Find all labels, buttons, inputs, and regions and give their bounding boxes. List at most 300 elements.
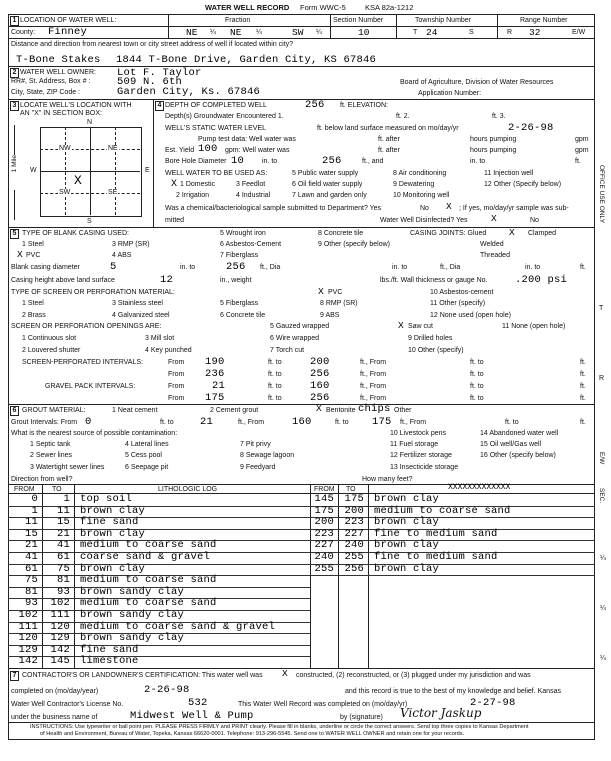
right-lithology-cell[interactable]: fine to medium sand [374, 551, 498, 563]
left-lithology-cell[interactable]: medium to coarse sand [80, 574, 217, 587]
gpi-to-label-b: ft. to [470, 383, 484, 390]
screen-9[interactable]: 9 ABS [320, 312, 340, 319]
log-to-header-2: TO [346, 486, 356, 493]
right-to-cell[interactable]: 223 [344, 516, 364, 529]
gpi-ft-from-2: ft., From [360, 395, 387, 402]
owner-city[interactable]: Garden City, Ks. 67846 [117, 86, 261, 98]
county-value[interactable]: Finney [48, 26, 88, 38]
section-number-4: 4 [155, 101, 164, 111]
contam-9[interactable]: 9 Feedyard [240, 464, 276, 471]
left-lithology-cell[interactable]: brown clay [80, 562, 146, 575]
section-number-6: 6 [10, 406, 19, 416]
grout-to-label: ft. to [160, 419, 174, 426]
certification-tail: constructed, (2) reconstructed, or (3) plugged under my jurisdiction and was [296, 672, 531, 679]
bore-ft2: ft. [575, 158, 581, 165]
nw-label: NW [59, 145, 71, 152]
quarter-symbol: ¼ [210, 29, 216, 36]
left-to-cell[interactable]: 41 [56, 539, 70, 552]
south-label: S [87, 218, 92, 225]
disinfected-yes-mark[interactable]: X [491, 213, 497, 224]
casing-1[interactable]: 1 Steel [22, 241, 44, 248]
opening-6[interactable]: 6 Wire wrapped [270, 335, 320, 342]
right-to-cell[interactable]: 227 [344, 527, 364, 540]
left-lithology-cell[interactable]: top soil [80, 493, 133, 505]
casing-type-label: TYPE OF BLANK CASING USED: [22, 230, 129, 237]
left-lithology-cell[interactable]: fine sand [80, 643, 139, 656]
right-to-cell[interactable]: 175 [344, 493, 364, 505]
opening-10[interactable]: 10 Other (specify) [408, 347, 464, 354]
west-label: W [30, 167, 37, 174]
use-3[interactable]: 3 Feedlot [236, 181, 266, 188]
pump-test-label: Pump test data: Well water was [198, 136, 296, 143]
grout-from-2[interactable]: 160 [292, 416, 312, 428]
left-lithology-cell[interactable]: brown clay [80, 504, 146, 517]
business-label: under the business name of [11, 714, 98, 721]
opening-3[interactable]: 3 Mill slot [145, 335, 175, 342]
chem-no-mark[interactable]: X [446, 201, 452, 212]
left-from-cell[interactable]: 61 [24, 562, 38, 575]
left-to-cell[interactable]: 11 [56, 504, 70, 517]
owner-label: WATER WELL OWNER: [20, 69, 96, 76]
depth-value[interactable]: 256 [305, 99, 325, 111]
screen-10[interactable]: 10 Asbestos-cement [430, 289, 494, 296]
instructions-line-1: INSTRUCTIONS: Use typewriter or ball point pen. PLEASE PRESS FIRMLY and PRINT clearly. Please fill in blanks, underline or circle the correct answers. Send top three copies to Kansas Department [30, 724, 529, 730]
contam-15[interactable]: 15 Oil well/Gas well [480, 441, 542, 448]
diameter-value[interactable]: 5 [110, 261, 117, 273]
left-lithology-cell[interactable]: fine sand [80, 516, 139, 529]
use-label: WELL WATER TO BE USED AS: [165, 170, 268, 177]
left-to-cell[interactable]: 145 [50, 655, 70, 668]
left-to-cell[interactable]: 129 [50, 632, 70, 645]
use-9[interactable]: 9 Dewatering [393, 181, 435, 188]
owner-name[interactable]: Lot F. Taylor [117, 67, 202, 79]
section-number-1: 1 [10, 16, 19, 26]
casing-8[interactable]: 8 Concrete tile [318, 230, 364, 237]
direction-label: Direction from well? [11, 476, 73, 483]
left-lithology-cell[interactable]: coarse sand & gravel [80, 551, 211, 563]
right-lithology-cell[interactable]: brown clay [374, 539, 440, 552]
opening-8[interactable]: Saw cut [408, 323, 433, 330]
casing-2[interactable]: PVC [26, 252, 41, 259]
se-label: SE [108, 189, 118, 196]
gpi-to-1[interactable]: 160 [310, 380, 330, 392]
fraction-2[interactable]: NE [230, 27, 242, 38]
gpm-label: gpm [575, 136, 589, 143]
contam-10[interactable]: 10 Livestock pens [390, 430, 447, 437]
township-value[interactable]: 24 [426, 27, 438, 38]
screen-8[interactable]: 8 RMP (SR) [320, 300, 358, 307]
contam-13[interactable]: 13 Insecticide storage [390, 464, 459, 471]
right-lithology-cell[interactable]: brown clay [374, 562, 440, 575]
static-date[interactable]: 2-26-98 [508, 122, 554, 134]
opening-4[interactable]: 4 Key punched [145, 347, 192, 354]
use-8[interactable]: 8 Air conditioning [393, 170, 447, 177]
right-to-cell[interactable]: 255 [344, 551, 364, 563]
diameter-to-value[interactable]: 256 [226, 261, 246, 273]
gauge-value[interactable]: .200 psi [515, 274, 568, 286]
license-label: Water Well Contractor's License No. [11, 701, 124, 708]
contamination-label: What is the nearest source of possible contamination: [11, 430, 178, 437]
left-from-cell[interactable]: 15 [24, 527, 38, 540]
contam-7[interactable]: 7 Pit privy [240, 441, 271, 448]
screen-4[interactable]: 4 Galvanized steel [112, 312, 170, 319]
gpm-label-2: gpm [575, 147, 589, 154]
right-from-cell[interactable]: 223 [314, 527, 334, 540]
form-number: Form WWC-5 [300, 3, 346, 12]
contam-12[interactable]: 12 Fertilizer storage [390, 452, 452, 459]
fraction-1[interactable]: NE [186, 27, 198, 38]
log-from-header: FROM [14, 486, 35, 493]
left-from-cell[interactable]: 129 [18, 643, 38, 656]
casing-6[interactable]: 6 Asbestos-Cement [220, 241, 282, 248]
section-box-grid [65, 127, 66, 215]
right-from-cell[interactable]: 255 [314, 562, 334, 575]
chem-no: No [420, 205, 429, 212]
grout-to-2[interactable]: 175 [372, 416, 392, 428]
left-to-cell[interactable]: 142 [50, 643, 70, 656]
right-from-cell[interactable]: 175 [314, 504, 334, 517]
sidebar-quarter-3: ¼ [600, 655, 606, 662]
screen-type-label: TYPE OF SCREEN OR PERFORATION MATERIAL: [11, 289, 175, 296]
ksa-ref: KSA 82a-1212 [365, 3, 414, 12]
pump-ft: ft. after [378, 136, 400, 143]
height-value[interactable]: 12 [160, 274, 174, 286]
gpi-from-1[interactable]: 21 [212, 380, 226, 392]
right-from-cell[interactable]: 145 [314, 493, 334, 505]
pump-ft-2: ft. after [378, 147, 400, 154]
spi-to-label-b: ft. to [470, 359, 484, 366]
left-from-cell[interactable]: 1 [31, 504, 38, 517]
grout-intervals-label: Grout Intervals: From [11, 419, 78, 426]
gpi-to-2[interactable]: 256 [310, 392, 330, 404]
right-from-cell[interactable]: 240 [314, 551, 334, 563]
spi-from-label-2: From [168, 371, 185, 378]
contam-11[interactable]: 11 Fuel storage [390, 441, 439, 448]
spi-from-2[interactable]: 236 [205, 368, 225, 380]
city-label: City, State, ZIP Code : [11, 89, 80, 96]
left-from-cell[interactable]: 11 [24, 516, 38, 529]
left-from-cell[interactable]: 75 [24, 574, 38, 587]
signature[interactable]: Victor Jaskup [400, 706, 482, 720]
spi-ft-end: ft. [580, 359, 586, 366]
sidebar-r: R [599, 375, 605, 382]
left-from-cell[interactable]: 0 [31, 493, 38, 505]
left-to-cell[interactable]: 61 [56, 551, 70, 563]
casing-5[interactable]: 5 Wrought iron [220, 230, 266, 237]
contam-14[interactable]: 14 Abandoned water well [480, 430, 559, 437]
license-number[interactable]: 532 [188, 697, 208, 709]
contam-8[interactable]: 8 Sewage lagoon [240, 452, 295, 459]
opening-9[interactable]: 9 Drilled holes [408, 335, 453, 342]
contam-2[interactable]: 2 Sewer lines [30, 452, 73, 459]
diameter-in2: in. to [392, 264, 408, 271]
address-value[interactable]: 1844 T-Bone Drive, Garden City, KS 67846 [116, 54, 377, 66]
mile-label: 1 Mile [11, 155, 18, 173]
height-in: in., weight [220, 277, 252, 284]
left-lithology-cell[interactable]: medium to coarse sand [80, 539, 217, 552]
left-to-cell[interactable]: 75 [56, 562, 70, 575]
lithologic-log-table [8, 484, 595, 668]
mile-arrow [14, 190, 15, 220]
gpi-from-2[interactable]: 175 [205, 392, 225, 404]
screen-intervals-label: SCREEN-PERFORATED INTERVALS: [22, 359, 143, 366]
completed-label: completed on (mo/day/year) [11, 688, 99, 695]
casing-7[interactable]: 7 Fiberglass [220, 252, 259, 259]
location-label: LOCATION OF WATER WELL: [20, 17, 117, 24]
frame-bottom [8, 739, 595, 740]
opening-1[interactable]: 1 Continuous slot [22, 335, 77, 342]
screen-7-mark[interactable]: X [318, 286, 324, 297]
left-to-cell[interactable]: 93 [56, 585, 70, 598]
left-from-cell[interactable]: 142 [18, 655, 38, 668]
opening-8-mark[interactable]: X [398, 320, 404, 331]
grout-label: GROUT MATERIAL: [22, 407, 86, 414]
joints-glued-mark[interactable]: X [509, 227, 515, 238]
screen-2[interactable]: 2 Brass [22, 312, 46, 319]
grout-3-value[interactable]: chips [358, 403, 391, 415]
grout-from-1[interactable]: 0 [85, 416, 92, 428]
section-box[interactable] [40, 127, 142, 217]
bore-in2: in. to [470, 158, 486, 165]
gpi-to-label-2: ft. to [268, 395, 282, 402]
right-lithology-cell[interactable]: brown clay [374, 493, 440, 505]
s-label: S [469, 29, 474, 36]
section-number-2: 2 [10, 68, 19, 78]
sw-label: SW [59, 189, 71, 196]
left-lithology-cell[interactable]: brown sandy clay [80, 585, 185, 598]
left-lithology-cell[interactable]: limestone [80, 655, 139, 668]
left-to-cell[interactable]: 21 [56, 527, 70, 540]
use-5[interactable]: 5 Public water supply [292, 170, 359, 177]
bore-in: in. to [262, 158, 278, 165]
screen-6[interactable]: 6 Concrete tile [220, 312, 266, 319]
spi-from-1[interactable]: 190 [205, 356, 225, 368]
right-from-cell[interactable]: 227 [314, 539, 334, 552]
grout-other[interactable]: Other [394, 407, 412, 414]
left-to-cell[interactable]: 111 [50, 609, 70, 621]
rule [8, 227, 595, 228]
completed-date[interactable]: 2-26-98 [144, 684, 190, 696]
left-from-cell[interactable]: 120 [18, 632, 38, 645]
office-use-label: OFFICE USE ONLY [598, 165, 605, 224]
clamped-label[interactable]: Clamped [528, 230, 557, 237]
use-4[interactable]: 4 Industrial [236, 192, 271, 199]
range-label: Range Number [520, 17, 568, 24]
bore-value[interactable]: 10 [231, 155, 245, 167]
screen-11[interactable]: 11 Other (specify) [430, 300, 486, 307]
pump-hours: hours pumping [470, 136, 517, 143]
section3-label: LOCATE WELL'S LOCATION WITH [20, 102, 132, 109]
grout-2[interactable]: 2 Cement grout [210, 407, 259, 414]
contam-4[interactable]: 4 Lateral lines [125, 441, 169, 448]
grout-ft-from: ft., From [238, 419, 265, 426]
fraction-3[interactable]: SW [292, 27, 304, 38]
use-11[interactable]: 11 Injection well [484, 170, 534, 177]
form-title: WATER WELL RECORD [205, 3, 290, 12]
gpi-to-label-2b: ft. to [470, 395, 484, 402]
use-1-mark[interactable]: X [171, 179, 178, 190]
left-from-cell[interactable]: 41 [24, 551, 38, 563]
use-2[interactable]: 2 Irrigation [176, 192, 210, 199]
left-from-cell[interactable]: 111 [18, 620, 38, 633]
diameter-ft3: ft. [580, 264, 586, 271]
right-from-cell[interactable]: 200 [314, 516, 334, 529]
use-10[interactable]: 10 Monitoring well [393, 192, 450, 199]
rule [8, 66, 595, 67]
screen-5[interactable]: 5 Fiberglass [220, 300, 259, 307]
left-to-cell[interactable]: 102 [50, 597, 70, 610]
casing-joints-label: CASING JOINTS: Glued [410, 230, 487, 237]
screen-12[interactable]: 12 None used (open hole) [430, 312, 511, 319]
distance-label: Distance and direction from nearest town or city street address of well if located within city? [11, 41, 294, 48]
frame-top [8, 14, 595, 15]
owner-address[interactable]: 509 N. 6th [117, 76, 183, 88]
grout-1[interactable]: 1 Neat cement [112, 407, 158, 414]
left-from-cell[interactable]: 81 [24, 585, 38, 598]
bore-to-value[interactable]: 256 [322, 155, 342, 167]
use-7[interactable]: 7 Lawn and garden only [292, 192, 367, 199]
log-to-header: TO [52, 486, 62, 493]
section-number-7: 7 [10, 671, 19, 681]
welded-label[interactable]: Welded [480, 241, 504, 248]
log-from-header-2: FROM [314, 486, 335, 493]
gpi-ft-end-2: ft. [580, 395, 586, 402]
right-to-cell[interactable]: 240 [344, 539, 364, 552]
contam-6[interactable]: 6 Seepage pit [125, 464, 169, 471]
grout-3[interactable]: Bentonite [326, 407, 356, 414]
spi-ft-from: ft., From [360, 359, 387, 366]
opening-2[interactable]: 2 Louvered shutter [22, 347, 81, 354]
threaded-label[interactable]: Threaded [480, 252, 510, 259]
casing-9[interactable]: 9 Other (specify below) [318, 241, 390, 248]
township-label: Township Number [415, 17, 472, 24]
business-name[interactable]: Midwest Well & Pump [130, 710, 254, 722]
contam-16[interactable]: 16 Other (specify below) [480, 452, 556, 459]
mitted-label: mitted [165, 217, 185, 224]
log-title-2: XXXXXXXXXXXXX [448, 483, 511, 492]
address-label: RR#, St. Address, Box # : [11, 78, 91, 85]
yield-value[interactable]: 100 [198, 143, 218, 155]
left-lithology-cell[interactable]: brown sandy clay [80, 609, 185, 621]
left-lithology-cell[interactable]: medium to coarse sand & gravel [80, 620, 276, 633]
left-from-cell[interactable]: 21 [24, 539, 38, 552]
section-number-label: Section Number [333, 17, 384, 24]
diameter-ft: ft., Dia [260, 264, 281, 271]
static-level-tail: ft. below land surface measured on mo/day/yr [317, 125, 459, 132]
r-label: R [507, 29, 513, 36]
use-12[interactable]: 12 Other (Specify below) [484, 181, 562, 188]
divider [153, 99, 154, 227]
use-1[interactable]: 1 Domestic [180, 181, 216, 188]
left-to-cell[interactable]: 15 [56, 516, 70, 529]
grout-ft-end: ft. [580, 419, 586, 426]
section-number-5: 5 [10, 229, 19, 239]
screen-7[interactable]: PVC [328, 289, 343, 296]
right-lithology-cell[interactable]: medium to coarse sand [374, 504, 511, 517]
left-to-cell[interactable]: 1 [63, 493, 70, 505]
distance-value[interactable]: T-Bone Stakes [16, 54, 101, 66]
record-date[interactable]: 2-27-98 [470, 697, 516, 709]
sidebar-quarter-1: ¼ [600, 555, 606, 562]
true-statement: and this record is true to the best of my knowledge and belief. Kansas [345, 688, 561, 695]
t-label: T [413, 29, 418, 36]
right-lithology-cell[interactable]: fine to medium sand [374, 527, 498, 540]
quarter-symbol: ¼ [256, 29, 262, 36]
gpi-ft-end: ft. [580, 383, 586, 390]
gravel-intervals-label: GRAVEL PACK INTERVALS: [45, 383, 136, 390]
rule [8, 404, 595, 405]
application-number-label: Application Number: [418, 90, 482, 97]
casing-2-mark[interactable]: X [17, 249, 23, 260]
left-lithology-cell[interactable]: brown sandy clay [80, 632, 185, 645]
spi-to-1[interactable]: 200 [310, 356, 330, 368]
opening-7[interactable]: 7 Torch cut [270, 347, 305, 354]
spi-ft-from-2: ft., From [360, 371, 387, 378]
elevation-label: ft. ELEVATION: [340, 102, 388, 109]
certification-label: CONTRACTOR'S OR LANDOWNER'S CERTIFICATION: This water well was [22, 672, 263, 679]
certification-mark[interactable]: X [282, 668, 288, 679]
left-from-cell[interactable]: 93 [24, 597, 38, 610]
left-lithology-cell[interactable]: brown clay [80, 527, 146, 540]
north-label: N [87, 119, 93, 126]
screen-3[interactable]: 3 Stainless steel [112, 300, 163, 307]
diameter-ft2: ft., Dia [440, 264, 461, 271]
spi-to-label: ft. to [268, 359, 282, 366]
range-value[interactable]: 32 [529, 27, 541, 38]
grout-to-1[interactable]: 21 [200, 416, 214, 428]
casing-3[interactable]: 3 RMP (SR) [112, 241, 150, 248]
right-to-cell[interactable]: 256 [344, 562, 364, 575]
pump-hours-2: hours pumping [470, 147, 517, 154]
left-from-cell[interactable]: 102 [18, 609, 38, 621]
bore-label: Bore Hole Diameter [165, 158, 227, 165]
casing-4[interactable]: 4 ABS [112, 252, 132, 259]
left-to-cell[interactable]: 120 [50, 620, 70, 633]
section-box-grid [115, 127, 116, 215]
well-location-mark[interactable]: X [74, 173, 83, 188]
groundwater-label: Depth(s) Groundwater Encountered 1. [165, 113, 284, 120]
opening-11[interactable]: 11 None (open hole) [502, 323, 566, 330]
rule [8, 668, 595, 669]
spi-to-2[interactable]: 256 [310, 368, 330, 380]
contam-3[interactable]: 3 Watertight sewer lines [30, 464, 105, 471]
spi-to-label-2b: ft. to [470, 371, 484, 378]
mile-arrow [14, 125, 15, 155]
grout-to3-label: ft. to [505, 419, 519, 426]
section-box-center-h [40, 171, 140, 172]
contam-5[interactable]: 5 Cess pool [125, 452, 162, 459]
signature-label: by (signature) [340, 714, 383, 721]
bore-ft: ft., and [362, 158, 384, 165]
static-level-label: WELL'S STATIC WATER LEVEL [165, 125, 267, 132]
left-to-cell[interactable]: 81 [56, 574, 70, 587]
section-box-grid [40, 193, 140, 194]
right-lithology-cell[interactable]: brown clay [374, 516, 440, 529]
grout-to2-label: ft. to [335, 419, 349, 426]
grout-3-mark[interactable]: X [316, 403, 322, 414]
contam-1[interactable]: 1 Septic tank [30, 441, 71, 448]
section-value[interactable]: 10 [358, 27, 370, 38]
right-to-cell[interactable]: 200 [344, 504, 364, 517]
left-lithology-cell[interactable]: medium to coarse sand [80, 597, 217, 610]
diameter-in3: in. to [525, 264, 541, 271]
depth-label: DEPTH OF COMPLETED WELL [165, 102, 267, 109]
spi-from-label: From [168, 359, 185, 366]
screen-1[interactable]: 1 Steel [22, 300, 44, 307]
use-6[interactable]: 6 Oil field water supply [292, 181, 363, 188]
opening-5[interactable]: 5 Gauzed wrapped [270, 323, 330, 330]
yield-label: Est. Yield [165, 147, 195, 154]
